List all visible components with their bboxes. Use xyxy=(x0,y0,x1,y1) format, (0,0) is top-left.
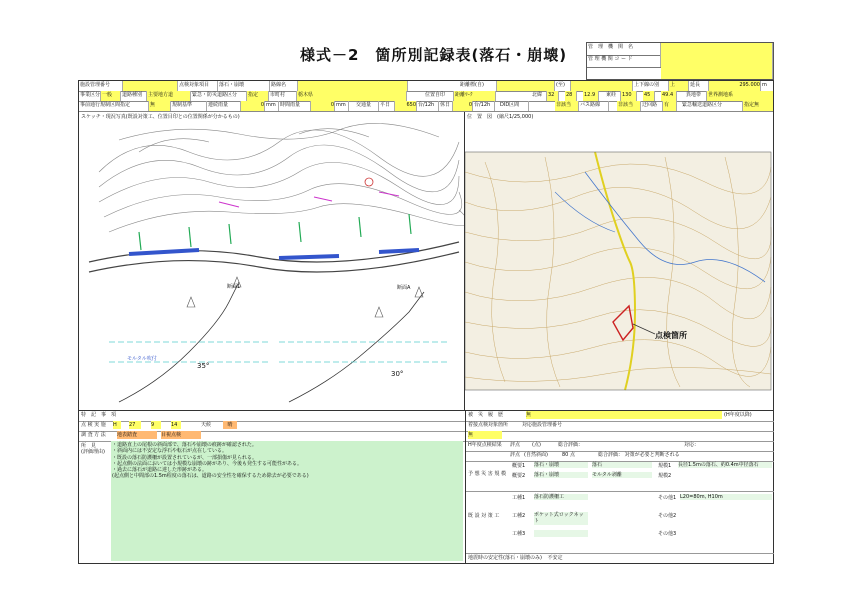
header-code-label: 管 理 機 関 コ ー ド xyxy=(587,55,661,67)
work-3-value xyxy=(534,530,588,537)
angle-a: 35° xyxy=(197,362,210,370)
rain-hour-unit: mm xyxy=(335,101,349,111)
section-b-label: 断面A xyxy=(397,285,411,291)
header-agency-label: 管 理 機 関 名 xyxy=(587,43,661,55)
total-eval-label: 総合評価： xyxy=(558,442,584,448)
forecast-2-label: 概要2 xyxy=(512,473,526,479)
bus-label: バス路線 xyxy=(579,101,609,111)
other-3-label: その他3 xyxy=(658,531,677,537)
prev-status: 無 xyxy=(468,431,502,439)
sketch-label: スケッチ・現況写真(既設対策工、位置目印との位置関係が分かるもの) xyxy=(81,114,240,120)
eval-prev-label: H年度点検結果 xyxy=(468,442,502,448)
section-a-label: 断面1 xyxy=(227,284,241,290)
facility-code-value xyxy=(123,81,178,91)
date-month: 9 xyxy=(151,421,161,429)
forecast-block xyxy=(466,461,774,492)
lon-deg: 130 xyxy=(621,91,637,101)
remarks-label: 所 見 (評価理由) xyxy=(81,443,105,456)
sketch-drawing xyxy=(79,112,464,410)
detour-label: 迂回路 xyxy=(641,101,663,111)
record-sheet xyxy=(78,80,774,564)
rain-cont-label: 連続雨量 xyxy=(207,101,241,111)
did-value: 非該当 xyxy=(555,101,579,111)
rain-hour-label: 時間雨量 xyxy=(279,101,311,111)
rain-cont-unit: mm xyxy=(265,101,279,111)
forecast-1-value: 落石・崩壊 xyxy=(534,462,588,468)
weekday-label: 平日 xyxy=(379,101,395,111)
traffic-rain-label: 規制基準 xyxy=(171,101,207,111)
emergency-route-value: 指定無 xyxy=(743,101,773,111)
target-location-label: 点検箇所 xyxy=(655,331,687,340)
mortar-note: モルタル吹付 xyxy=(127,356,157,362)
detour-value: 有 xyxy=(663,101,677,111)
weather-value: 晴 xyxy=(223,421,237,429)
sketch-panel xyxy=(79,112,465,410)
emergency-label: 緊急・防災道路区分 xyxy=(191,91,247,101)
lat-sec: 12.9 xyxy=(583,91,599,101)
map-label: 位 置 図 (縮尺1/25,000) xyxy=(467,114,534,120)
other-1-value: L20=80m, H10m xyxy=(680,494,772,500)
work-2-label: 工種2 xyxy=(512,513,526,519)
work-3-label: 工種3 xyxy=(512,531,526,537)
road-type-label: 道路種別 xyxy=(121,91,147,101)
prev-label: 着接点検対象箇所 xyxy=(468,422,509,428)
scale-1-value: 落石 xyxy=(592,462,652,468)
scale-2-label: 規模2 xyxy=(658,473,672,479)
work-2-value: ポケット式ロックネット xyxy=(534,512,588,525)
project-label: 事業区分 xyxy=(79,91,101,101)
zone-value: 世界測地系 xyxy=(707,91,773,101)
disaster-value: 無 xyxy=(526,411,722,419)
weekday-unit: 台/12h xyxy=(417,101,439,111)
did-label: DID区間 xyxy=(499,101,529,111)
lon-label: 東経 xyxy=(605,91,621,101)
project-value: 一般 xyxy=(101,91,121,101)
evaluation-details xyxy=(465,411,774,563)
stability-value: 不安定 xyxy=(547,555,563,561)
position-label: 位置自印 xyxy=(424,91,454,101)
forecast-1-label: 概要1 xyxy=(512,463,526,469)
response-label: 対応： xyxy=(684,442,700,448)
rain-cont-value: 0 xyxy=(241,101,265,111)
location-map-panel xyxy=(465,112,773,410)
info-row-3 xyxy=(79,101,773,112)
header-code-value xyxy=(661,55,773,67)
prev-value: 対応施設管理番号 xyxy=(522,422,563,428)
length-value: 295.000 xyxy=(709,81,761,91)
lat-label: 北緯 xyxy=(531,91,547,101)
lon-min: 45 xyxy=(643,91,655,101)
distance-value xyxy=(497,81,555,91)
stability-row xyxy=(468,555,563,561)
survey-method-2: 目視点検 xyxy=(161,431,201,439)
forecast-label: 予 想 災 害 規 模 xyxy=(468,471,506,477)
disaster-note: (H年度以降) xyxy=(724,412,752,418)
holiday-label: 休日 xyxy=(439,101,453,111)
topographic-map xyxy=(465,112,773,410)
distance-to-value xyxy=(571,81,633,91)
scale-2-value: モルタル剥離 xyxy=(592,472,652,478)
weather-label: 天候 xyxy=(201,422,212,428)
eval-prev-score-label: 評点 xyxy=(510,442,521,448)
emergency-value: 指定 xyxy=(247,91,269,101)
length-unit: m xyxy=(762,82,767,88)
traffic-label: 交通量 xyxy=(355,101,379,111)
eval-prev-score: (点) xyxy=(532,442,541,448)
eval-current-label: 評点 xyxy=(510,452,521,458)
date-label: 点 検 実 施 xyxy=(81,422,106,428)
stability-label: 地震時の安定性(落石・崩壊のみ) xyxy=(468,555,542,561)
survey-method-1: 地表踏査 xyxy=(117,431,157,439)
scale-1-detail: 長径1.5mの落石、約0.4m中径落石 xyxy=(678,462,772,468)
emergency-route-label: 緊急輸送道路区分 xyxy=(681,101,743,111)
total-current: 総合評価： 対策が必要と判断される xyxy=(598,452,680,458)
holiday-value: 0 xyxy=(453,101,473,111)
lon-sec: 49.4 xyxy=(661,91,677,101)
angle-b: 30° xyxy=(391,370,404,378)
rain-hour-value: 0 xyxy=(311,101,335,111)
distance-to-label: (至) xyxy=(555,81,571,91)
remarks-block xyxy=(79,441,465,563)
eval-current-type: (自然斜面) xyxy=(524,452,548,458)
date-year: 27 xyxy=(129,421,141,429)
route-name-label: 路線名 xyxy=(270,81,298,91)
updown-label: 上下線の別 xyxy=(633,81,669,91)
page-title: 様式－2 箇所別記録表(落石・崩壊) xyxy=(300,46,568,64)
inspection-item-label: 点検対象項目 xyxy=(178,81,218,91)
header-agency-value xyxy=(661,43,773,55)
distance-label: 距離標(自) xyxy=(459,81,497,91)
inspection-details xyxy=(79,411,465,563)
lat-min: 28 xyxy=(565,91,577,101)
scale-1-label: 規模1 xyxy=(658,463,672,469)
city-label: 市町村 xyxy=(269,91,297,101)
lat-deg: 32 xyxy=(547,91,559,101)
header-code-value-2 xyxy=(661,67,773,79)
position-value: 距離ﾏｰｸ xyxy=(454,91,496,101)
remarks-text: ・道路直上の尾根の斜面部で、落石や崩壊の痕跡が確認された。 ・斜面内には不安定な浮石や転石が点在している。 ・既設の落石防護柵が設置されているが、一部損傷が見られる。 ・起点側の法面においては小規模な崩壊の跡があり、今後も発生する可能性がある。 ・過去に落石が道路に達した形跡がある。 (起点側と中間部の1.5m程度の落石は、道路の安全性を確保するため除去が必要である) xyxy=(111,441,463,561)
work-1-value: 落石防護柵工 xyxy=(534,494,588,500)
inspection-item-value: 落石・崩壊 xyxy=(218,81,270,91)
countermeasure-label: 既 設 対 策 工 xyxy=(468,513,500,519)
holiday-unit: 台/12h xyxy=(473,101,495,111)
header-right-table xyxy=(586,42,774,80)
precaution-label: 事前通行規制区間指定 xyxy=(79,101,149,111)
road-type-value: 主要地方道 xyxy=(147,91,191,101)
survey-label: 調 査 方 法 xyxy=(81,432,106,438)
eval-current-score: 80 点 xyxy=(562,452,575,458)
route-name-value xyxy=(298,81,408,91)
length-label: 延長 xyxy=(689,81,709,91)
zone-label: 異地帯 xyxy=(685,91,707,101)
updown-value: 上 xyxy=(669,81,689,91)
bus-value: 非該当 xyxy=(617,101,641,111)
precaution-value: 無 xyxy=(149,101,171,111)
special-label: 特 記 事 項 xyxy=(81,412,117,418)
forecast-2-value: 落石・崩壊 xyxy=(534,472,588,478)
date-era: H xyxy=(113,421,121,429)
facility-code-label: 施設管理番号 xyxy=(79,81,123,91)
date-day: 14 xyxy=(171,421,181,429)
countermeasure-block xyxy=(466,491,774,554)
city-value: 栃木県 xyxy=(297,91,407,101)
other-2-label: その他2 xyxy=(658,513,677,519)
other-1-label: その他1 xyxy=(658,495,677,501)
work-1-label: 工種1 xyxy=(512,495,526,501)
disaster-label: 被 災 履 歴 xyxy=(468,412,504,418)
weekday-value: 650 xyxy=(395,101,417,111)
